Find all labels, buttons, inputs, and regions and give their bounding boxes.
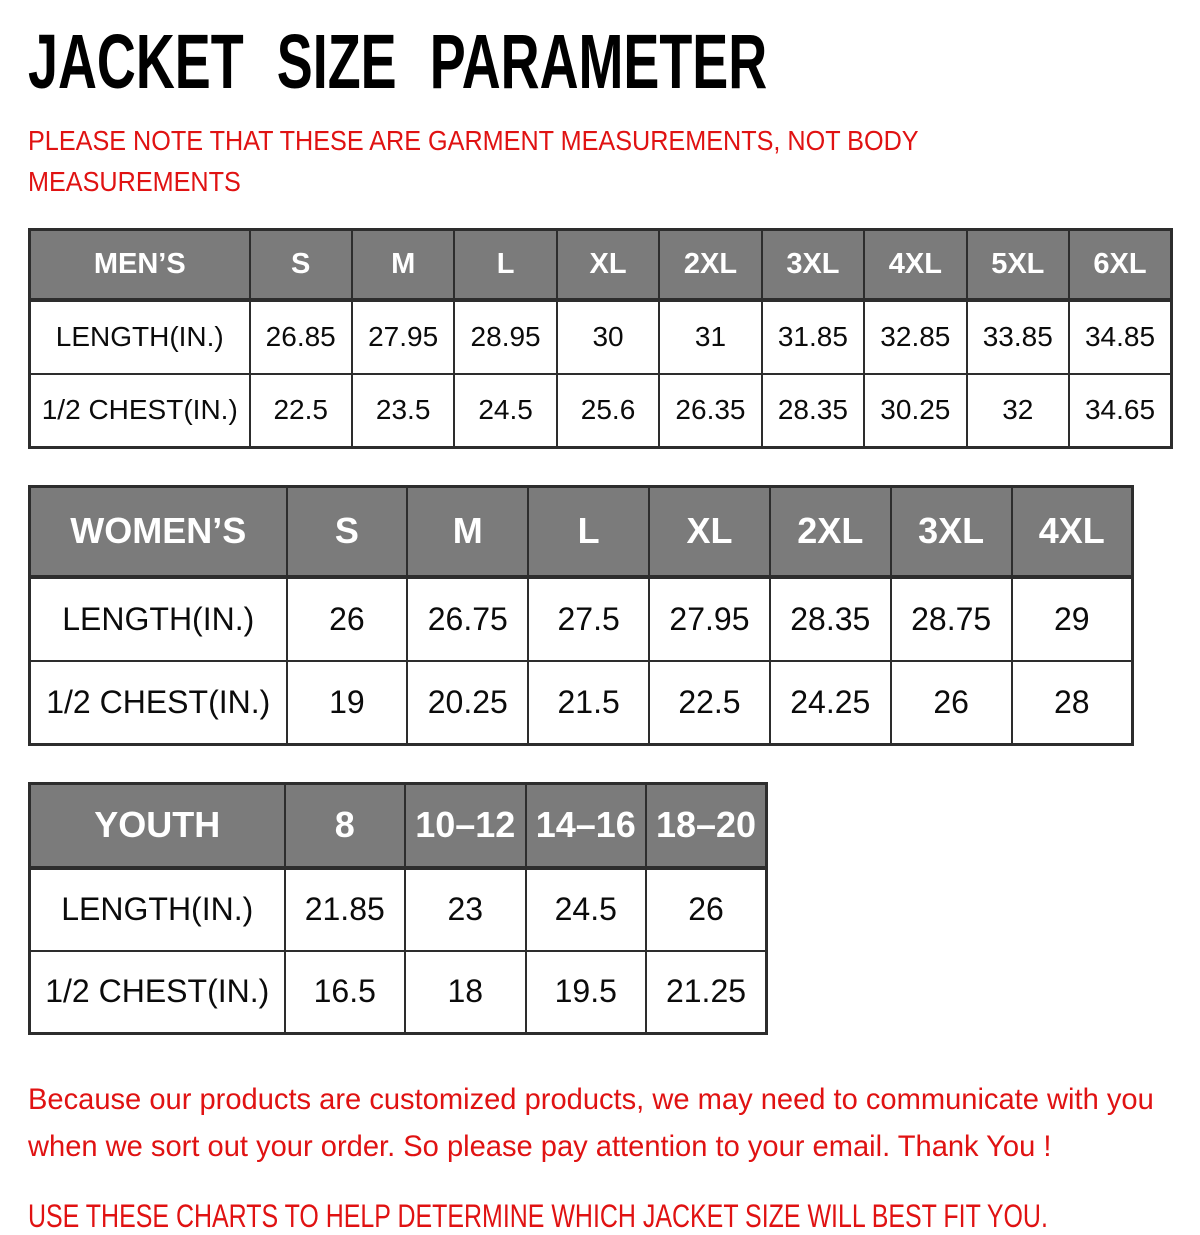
size-value-cell: 28.35 — [762, 374, 864, 448]
size-value-cell: 25.6 — [557, 374, 659, 448]
size-value-cell: 19.5 — [526, 951, 647, 1034]
size-value-cell: 26.35 — [659, 374, 761, 448]
size-tables — [28, 228, 1200, 1035]
table-row — [30, 374, 1172, 448]
page-title: JACKET SIZE PARAMETER — [28, 19, 768, 105]
size-column-header: 5XL — [967, 230, 1069, 300]
customization-note: Because our products are customized products, we may need to communicate with you when we sort out your order. So please pay attention to your email. Thank You ! — [28, 1083, 1154, 1163]
table-row — [30, 661, 1133, 745]
mens-header-row — [30, 230, 1172, 300]
size-value-cell: 27.95 — [352, 300, 454, 374]
size-value-cell: 23 — [405, 868, 526, 951]
size-value-cell: 21.5 — [528, 661, 649, 745]
table-row — [30, 300, 1172, 374]
size-column-header: 14–16 — [526, 784, 647, 868]
size-value-cell: 34.85 — [1069, 300, 1172, 374]
size-value-cell: 28.35 — [770, 577, 891, 661]
size-value-cell: 27.5 — [528, 577, 649, 661]
size-value-cell: 32.85 — [864, 300, 966, 374]
womens-header-row — [30, 487, 1133, 577]
size-value-cell: 26 — [891, 661, 1012, 745]
womens-table-title: WOMEN’S — [30, 487, 287, 577]
size-value-cell: 28.75 — [891, 577, 1012, 661]
size-value-cell: 26 — [287, 577, 408, 661]
fit-guide-note: USE THESE CHARTS TO HELP DETERMINE WHICH JACKET SIZE WILL BEST FIT YOU. — [28, 1198, 1048, 1235]
size-column-header: 2XL — [770, 487, 891, 577]
size-value-cell: 34.65 — [1069, 374, 1172, 448]
size-column-header: 2XL — [659, 230, 761, 300]
size-value-cell: 24.5 — [454, 374, 556, 448]
table-row — [30, 951, 767, 1034]
size-column-header: S — [250, 230, 352, 300]
size-value-cell: 31.85 — [762, 300, 864, 374]
size-column-header: 4XL — [1012, 487, 1133, 577]
size-column-header: M — [407, 487, 528, 577]
size-value-cell: 30.25 — [864, 374, 966, 448]
size-column-header: XL — [649, 487, 770, 577]
size-value-cell: 16.5 — [285, 951, 406, 1034]
garment-measurements-note: PLEASE NOTE THAT THESE ARE GARMENT MEASUREMENTS, NOT BODY MEASUREMENTS — [28, 125, 919, 197]
size-value-cell: 21.85 — [285, 868, 406, 951]
size-column-header: 3XL — [891, 487, 1012, 577]
size-value-cell: 19 — [287, 661, 408, 745]
table-row — [30, 868, 767, 951]
size-value-cell: 29 — [1012, 577, 1133, 661]
mens-table-title: MEN’S — [30, 230, 250, 300]
size-value-cell: 26.85 — [250, 300, 352, 374]
size-column-header: 8 — [285, 784, 406, 868]
size-value-cell: 32 — [967, 374, 1069, 448]
size-column-header: L — [528, 487, 649, 577]
size-column-header: 10–12 — [405, 784, 526, 868]
size-column-header: 4XL — [864, 230, 966, 300]
size-column-header: M — [352, 230, 454, 300]
size-value-cell: 22.5 — [250, 374, 352, 448]
size-value-cell: 21.25 — [646, 951, 767, 1034]
size-value-cell: 23.5 — [352, 374, 454, 448]
size-column-header: S — [287, 487, 408, 577]
size-value-cell: 22.5 — [649, 661, 770, 745]
mens-size-table — [28, 228, 1173, 449]
size-column-header: XL — [557, 230, 659, 300]
size-value-cell: 33.85 — [967, 300, 1069, 374]
youth-table-title: YOUTH — [30, 784, 285, 868]
size-value-cell: 31 — [659, 300, 761, 374]
row-label: 1/2 CHEST(IN.) — [30, 661, 287, 745]
row-label: 1/2 CHEST(IN.) — [30, 374, 250, 448]
row-label: LENGTH(IN.) — [30, 300, 250, 374]
youth-size-table — [28, 782, 768, 1035]
size-column-header: L — [454, 230, 556, 300]
size-column-header: 18–20 — [646, 784, 767, 868]
size-value-cell: 24.5 — [526, 868, 647, 951]
size-value-cell: 18 — [405, 951, 526, 1034]
youth-header-row — [30, 784, 767, 868]
table-row — [30, 577, 1133, 661]
row-label: LENGTH(IN.) — [30, 868, 285, 951]
size-column-header: 6XL — [1069, 230, 1172, 300]
size-value-cell: 26.75 — [407, 577, 528, 661]
size-column-header: 3XL — [762, 230, 864, 300]
size-value-cell: 24.25 — [770, 661, 891, 745]
size-value-cell: 26 — [646, 868, 767, 951]
row-label: 1/2 CHEST(IN.) — [30, 951, 285, 1034]
womens-size-table — [28, 485, 1134, 746]
row-label: LENGTH(IN.) — [30, 577, 287, 661]
size-value-cell: 20.25 — [407, 661, 528, 745]
size-value-cell: 30 — [557, 300, 659, 374]
size-value-cell: 27.95 — [649, 577, 770, 661]
size-value-cell: 28.95 — [454, 300, 556, 374]
size-value-cell: 28 — [1012, 661, 1133, 745]
